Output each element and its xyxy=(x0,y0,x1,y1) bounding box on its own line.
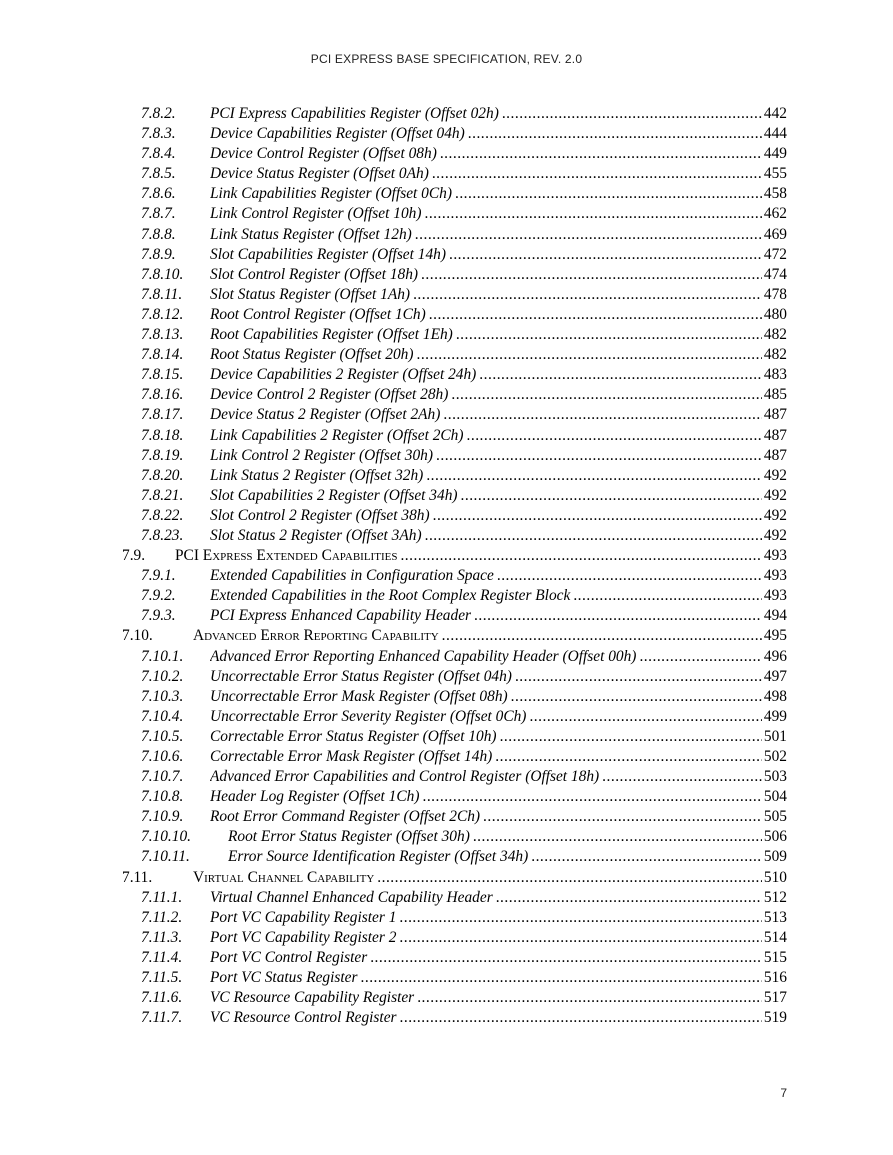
toc-title: Device Capabilities 2 Register (Offset 24h) xyxy=(210,366,477,384)
toc-page: 510 xyxy=(763,868,787,886)
toc-leader xyxy=(461,486,762,506)
toc-entry-7-8-2[interactable] xyxy=(0,104,893,124)
toc-page: 495 xyxy=(763,627,787,645)
toc-page: 496 xyxy=(763,647,787,665)
toc-page: 509 xyxy=(763,848,787,866)
toc-page: 462 xyxy=(763,205,787,223)
toc-number: 7.8.8. xyxy=(141,225,176,243)
toc-number: 7.9.2. xyxy=(141,587,176,605)
toc-title: Uncorrectable Error Mask Register (Offset 08h) xyxy=(210,687,508,705)
toc-page: 455 xyxy=(763,165,787,183)
toc-number: 7.10.10. xyxy=(141,828,192,846)
toc-page: 474 xyxy=(763,265,787,283)
toc-title: Virtual Channel Capability xyxy=(193,868,375,886)
toc-number: 7.10.1. xyxy=(141,647,184,665)
toc-leader xyxy=(479,365,762,385)
toc-title: Root Error Status Register (Offset 30h) xyxy=(228,828,470,846)
toc-leader xyxy=(495,747,762,767)
toc-entry-7-8-3[interactable] xyxy=(0,124,893,144)
toc-title: VC Resource Capability Register xyxy=(210,989,415,1007)
toc-entry-7-11-6[interactable] xyxy=(0,988,893,1008)
toc-entry-7-8-15[interactable] xyxy=(0,365,893,385)
toc-number: 7.10.8. xyxy=(141,788,184,806)
toc-leader xyxy=(370,948,762,968)
toc-page: 519 xyxy=(763,1009,787,1027)
toc-entry-7-10-11[interactable] xyxy=(0,847,893,867)
toc-number: 7.8.10. xyxy=(141,265,184,283)
toc-title: Link Status 2 Register (Offset 32h) xyxy=(210,466,424,484)
toc-title: Slot Capabilities Register (Offset 14h) xyxy=(210,245,446,263)
toc-entry-7-8-23[interactable] xyxy=(0,526,893,546)
page-number: 7 xyxy=(780,1086,787,1100)
toc-number: 7.8.23. xyxy=(141,526,184,544)
toc-leader xyxy=(467,426,762,446)
toc-leader xyxy=(413,285,762,305)
toc-entry-7-8-6[interactable] xyxy=(0,184,893,204)
toc-page: 487 xyxy=(763,446,787,464)
toc-leader xyxy=(455,184,762,204)
toc-number: 7.9.3. xyxy=(141,607,176,625)
toc-entry-7-8-7[interactable] xyxy=(0,204,893,224)
toc-entry-7-10-4[interactable] xyxy=(0,707,893,727)
toc-title: Extended Capabilities in the Root Complex Register Block xyxy=(210,587,571,605)
toc-title: Device Control 2 Register (Offset 28h) xyxy=(210,386,449,404)
toc-leader xyxy=(483,807,762,827)
toc-title: Link Capabilities 2 Register (Offset 2Ch) xyxy=(210,426,464,444)
toc-leader xyxy=(422,787,761,807)
toc-entry-7-8-19[interactable] xyxy=(0,446,893,466)
toc-entry-7-11-2[interactable] xyxy=(0,908,893,928)
toc-entry-7-9-1[interactable] xyxy=(0,566,893,586)
toc-number: 7.8.18. xyxy=(141,426,184,444)
toc-title: Link Capabilities Register (Offset 0Ch) xyxy=(210,185,452,203)
toc-page: 458 xyxy=(763,185,787,203)
toc-page: 499 xyxy=(763,707,787,725)
toc-number: 7.10.11. xyxy=(141,848,190,866)
toc-page: 482 xyxy=(763,326,787,344)
toc-number: 7.10.4. xyxy=(141,707,184,725)
toc-page: 492 xyxy=(763,466,787,484)
toc-entry-7-11-3[interactable] xyxy=(0,928,893,948)
toc-entry-7-8-13[interactable] xyxy=(0,325,893,345)
toc-leader xyxy=(361,968,762,988)
toc-leader xyxy=(416,345,761,365)
toc-page: 444 xyxy=(763,125,787,143)
toc-page: 514 xyxy=(763,928,787,946)
toc-number: 7.8.5. xyxy=(141,165,176,183)
toc-title: Error Source Identification Register (Offset 34h) xyxy=(228,848,529,866)
toc-title: Extended Capabilities in Configuration Space xyxy=(210,567,494,585)
toc-page: 517 xyxy=(763,989,787,1007)
toc-page: 492 xyxy=(763,526,787,544)
toc-number: 7.8.14. xyxy=(141,346,184,364)
toc-leader xyxy=(429,305,762,325)
toc-title: Device Capabilities Register (Offset 04h) xyxy=(210,125,465,143)
toc-number: 7.8.17. xyxy=(141,406,184,424)
toc-leader xyxy=(468,124,762,144)
toc-page: 480 xyxy=(763,305,787,323)
toc-number: 7.8.21. xyxy=(141,486,184,504)
toc-page: 515 xyxy=(763,948,787,966)
toc-leader xyxy=(399,928,762,948)
toc-leader xyxy=(426,466,762,486)
toc-title: Link Control Register (Offset 10h) xyxy=(210,205,422,223)
toc-entry-7-11-7[interactable] xyxy=(0,1008,893,1028)
toc-number: 7.8.20. xyxy=(141,466,184,484)
toc-title: Header Log Register (Offset 1Ch) xyxy=(210,788,420,806)
toc-entry-7-8-14[interactable] xyxy=(0,345,893,365)
toc-title: Virtual Channel Enhanced Capability Header xyxy=(210,888,493,906)
toc-entry-7-10-3[interactable] xyxy=(0,687,893,707)
toc-number: 7.10.3. xyxy=(141,687,184,705)
toc-leader xyxy=(432,164,762,184)
toc-leader xyxy=(425,526,762,546)
toc-page: 497 xyxy=(763,667,787,685)
toc-number: 7.8.2. xyxy=(141,105,176,122)
toc-page: 494 xyxy=(763,607,787,625)
toc-entry-7-10-2[interactable] xyxy=(0,667,893,687)
toc-title: Slot Capabilities 2 Register (Offset 34h) xyxy=(210,486,458,504)
toc-entry-7-8-22[interactable] xyxy=(0,506,893,526)
toc-number: 7.8.13. xyxy=(141,326,184,344)
toc-entry-7-9-3[interactable] xyxy=(0,606,893,626)
toc-title: Device Status 2 Register (Offset 2Ah) xyxy=(210,406,441,424)
toc-title: Slot Control 2 Register (Offset 38h) xyxy=(210,506,430,524)
toc-section-7-9[interactable] xyxy=(0,546,893,566)
toc-title: Slot Status 2 Register (Offset 3Ah) xyxy=(210,526,422,544)
toc-title: Root Capabilities Register (Offset 1Eh) xyxy=(210,326,453,344)
toc-page: 506 xyxy=(763,828,787,846)
toc-number: 7.11.2. xyxy=(141,908,183,926)
toc-entry-7-8-16[interactable] xyxy=(0,385,893,405)
toc-title: PCI Express Enhanced Capability Header xyxy=(210,607,472,625)
toc-page: 442 xyxy=(763,105,787,122)
toc-number: 7.11.6. xyxy=(141,989,183,1007)
toc-number: 7.8.9. xyxy=(141,245,176,263)
toc-title: Root Control Register (Offset 1Ch) xyxy=(210,305,426,323)
toc-title: Link Status Register (Offset 12h) xyxy=(210,225,412,243)
toc-page: 449 xyxy=(763,145,787,163)
toc-title: Correctable Error Mask Register (Offset 14h) xyxy=(210,748,493,765)
toc-entry-7-11-1[interactable] xyxy=(0,888,893,908)
toc-number: 7.10.5. xyxy=(141,727,184,745)
toc-leader xyxy=(639,647,761,667)
toc-number: 7.10. xyxy=(122,627,153,645)
toc-entry-7-8-20[interactable] xyxy=(0,466,893,486)
toc-number: 7.10.7. xyxy=(141,768,184,786)
toc-leader xyxy=(529,707,761,727)
toc-number: 7.11.4. xyxy=(141,948,183,966)
toc-entry-7-8-21[interactable] xyxy=(0,486,893,506)
toc-title: Uncorrectable Error Status Register (Offset 04h) xyxy=(210,667,512,685)
toc-page: 492 xyxy=(763,506,787,524)
toc-page: 505 xyxy=(763,808,787,826)
toc-number: 7.11. xyxy=(122,868,153,886)
toc-leader xyxy=(496,888,762,908)
toc-leader xyxy=(449,245,762,265)
toc-leader xyxy=(500,727,762,747)
toc-number: 7.8.22. xyxy=(141,506,184,524)
toc-leader xyxy=(399,908,762,928)
toc-title: Port VC Capability Register 2 xyxy=(210,928,397,946)
toc-page: 504 xyxy=(763,788,787,806)
toc-leader xyxy=(424,204,761,224)
toc-page: 492 xyxy=(763,486,787,504)
toc-leader xyxy=(436,446,762,466)
toc-leader xyxy=(602,767,762,787)
toc-page: 487 xyxy=(763,426,787,444)
toc-leader xyxy=(417,988,762,1008)
toc-leader xyxy=(443,405,762,425)
toc-leader xyxy=(515,667,762,687)
toc-number: 7.8.3. xyxy=(141,125,176,143)
toc-number: 7.8.6. xyxy=(141,185,176,203)
toc-section-7-10[interactable] xyxy=(0,626,893,646)
toc-title: Correctable Error Status Register (Offset 10h) xyxy=(210,727,497,745)
toc-entry-7-11-4[interactable] xyxy=(0,948,893,968)
table-of-contents xyxy=(0,104,893,1028)
toc-page: 483 xyxy=(763,366,787,384)
toc-number: 7.8.4. xyxy=(141,145,176,163)
toc-entry-7-8-8[interactable] xyxy=(0,225,893,245)
toc-title: Device Control Register (Offset 08h) xyxy=(210,145,437,163)
toc-title: Device Status Register (Offset 0Ah) xyxy=(210,165,429,183)
toc-page: 482 xyxy=(763,346,787,364)
toc-page: 493 xyxy=(763,567,787,585)
toc-number: 7.8.19. xyxy=(141,446,184,464)
toc-title: VC Resource Control Register xyxy=(210,1009,397,1027)
toc-number: 7.11.1. xyxy=(141,888,183,906)
toc-title: Advanced Error Capabilities and Control Register (Offset 18h) xyxy=(210,768,600,786)
toc-entry-7-10-1[interactable] xyxy=(0,647,893,667)
toc-number: 7.9. xyxy=(122,547,146,565)
toc-leader xyxy=(456,325,762,345)
toc-page: 512 xyxy=(763,888,787,906)
toc-leader xyxy=(415,225,762,245)
toc-entry-7-10-8[interactable] xyxy=(0,787,893,807)
toc-page: 469 xyxy=(763,225,787,243)
toc-leader xyxy=(400,546,761,566)
toc-entry-7-8-5[interactable] xyxy=(0,164,893,184)
toc-leader xyxy=(400,1008,762,1028)
toc-page: 513 xyxy=(763,908,787,926)
toc-entry-7-8-11[interactable] xyxy=(0,285,893,305)
toc-number: 7.8.16. xyxy=(141,386,184,404)
toc-page: 516 xyxy=(763,969,787,987)
toc-page: 498 xyxy=(763,687,787,705)
toc-title: Advanced Error Reporting Capability xyxy=(193,627,439,645)
toc-entry-7-10-10[interactable] xyxy=(0,827,893,847)
toc-leader xyxy=(474,606,762,626)
toc-title: Uncorrectable Error Severity Register (Offset 0Ch) xyxy=(210,707,527,725)
toc-page: 493 xyxy=(763,547,787,565)
toc-page: 485 xyxy=(763,386,787,404)
toc-leader xyxy=(442,626,762,646)
toc-leader xyxy=(497,566,762,586)
toc-page: 503 xyxy=(763,768,787,786)
toc-title: Root Error Command Register (Offset 2Ch) xyxy=(210,808,481,826)
toc-leader xyxy=(473,827,762,847)
toc-title: Port VC Control Register xyxy=(210,948,368,966)
toc-entry-7-10-6[interactable] xyxy=(0,747,893,767)
toc-number: 7.8.11. xyxy=(141,285,183,303)
toc-title: Port VC Status Register xyxy=(210,969,358,987)
toc-number: 7.8.7. xyxy=(141,205,176,223)
toc-leader xyxy=(573,586,762,606)
toc-entry-7-9-2[interactable] xyxy=(0,586,893,606)
toc-title: Slot Status Register (Offset 1Ah) xyxy=(210,285,411,303)
toc-section-7-11[interactable] xyxy=(0,868,893,888)
toc-number: 7.8.12. xyxy=(141,305,184,323)
toc-number: 7.10.2. xyxy=(141,667,184,685)
toc-entry-7-10-7[interactable] xyxy=(0,767,893,787)
toc-title: PCI Express Extended Capabilities xyxy=(175,547,398,565)
toc-entry-7-8-10[interactable] xyxy=(0,265,893,285)
toc-number: 7.11.3. xyxy=(141,928,183,946)
toc-entry-7-10-9[interactable] xyxy=(0,807,893,827)
toc-leader xyxy=(421,265,762,285)
toc-leader xyxy=(451,385,762,405)
toc-number: 7.9.1. xyxy=(141,567,176,585)
toc-number: 7.10.6. xyxy=(141,748,184,765)
toc-title: Advanced Error Reporting Enhanced Capability Header (Offset 00h) xyxy=(210,647,637,665)
toc-entry-7-8-18[interactable] xyxy=(0,426,893,446)
toc-entry-7-10-5[interactable] xyxy=(0,727,893,747)
running-header: PCI EXPRESS BASE SPECIFICATION, REV. 2.0 xyxy=(310,52,583,66)
toc-title: Link Control 2 Register (Offset 30h) xyxy=(210,446,434,464)
toc-entry-7-8-4[interactable] xyxy=(0,144,893,164)
toc-entry-7-8-12[interactable] xyxy=(0,305,893,325)
toc-title: PCI Express Capabilities Register (Offset 02h) xyxy=(210,105,499,122)
toc-entry-7-11-5[interactable] xyxy=(0,968,893,988)
toc-leader xyxy=(377,868,762,888)
toc-number: 7.11.7. xyxy=(141,1009,183,1027)
toc-page: 502 xyxy=(763,748,787,765)
toc-entry-7-8-9[interactable] xyxy=(0,245,893,265)
toc-leader xyxy=(502,104,762,124)
toc-number: 7.8.15. xyxy=(141,366,184,384)
toc-page: 501 xyxy=(763,727,787,745)
toc-leader xyxy=(440,144,762,164)
toc-leader xyxy=(531,847,762,867)
toc-page: 472 xyxy=(763,245,787,263)
toc-leader xyxy=(511,687,762,707)
toc-entry-7-8-17[interactable] xyxy=(0,405,893,425)
toc-page: 478 xyxy=(763,285,787,303)
toc-title: Root Status Register (Offset 20h) xyxy=(210,346,414,364)
toc-leader xyxy=(433,506,762,526)
toc-number: 7.11.5. xyxy=(141,969,183,987)
toc-page: 487 xyxy=(763,406,787,424)
toc-title: Port VC Capability Register 1 xyxy=(210,908,397,926)
toc-page: 493 xyxy=(763,587,787,605)
toc-number: 7.10.9. xyxy=(141,808,184,826)
toc-title: Slot Control Register (Offset 18h) xyxy=(210,265,419,283)
